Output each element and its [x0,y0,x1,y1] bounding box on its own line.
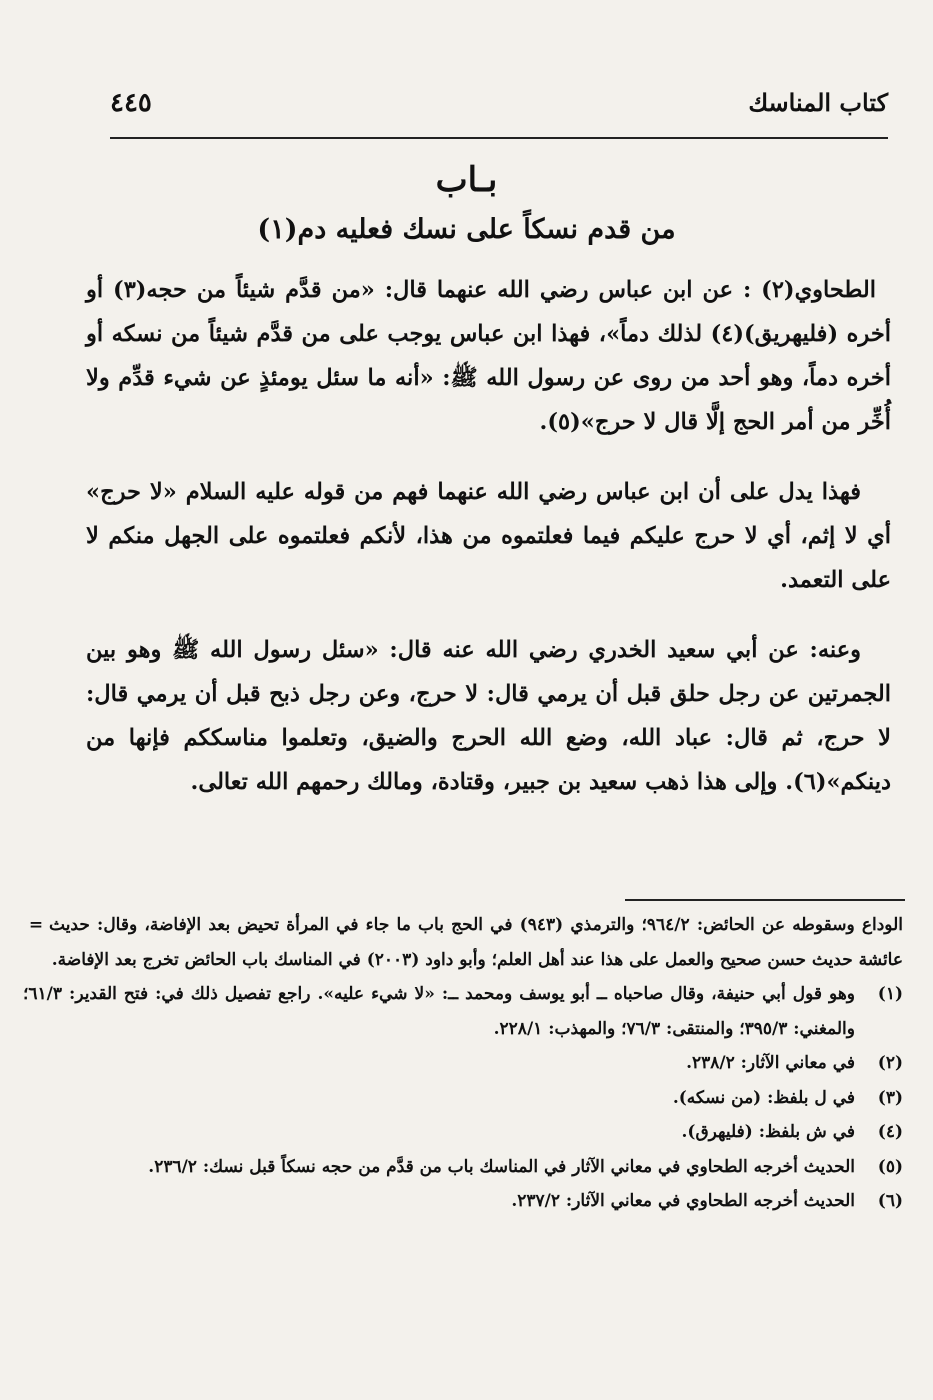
footnote-item [23,1184,903,1219]
main-text [86,268,891,830]
footnote-separator [625,899,905,901]
paragraph: الطحاوي(٢) : عن ابن عباس رضي الله عنهما قال: «من قدَّم شيئاً من حجه(٣) أو أخره (فليهريق)(٤) لذلك دماً»، فهذا ابن عباس يوجب على من قدَّم شيئاً من نسكه أو أخره دماً، وهو أحد من روى عن رسول الله ﷺ: «أنه ما سئل يومئذٍ عن شيء قدِّم ولا أُخِّر من أمر الحج إلَّا قال لا حرج»(٥). [86,277,891,435]
paragraph: وعنه: عن أبي سعيد الخدري رضي الله عنه قال: «سئل رسول الله ﷺ وهو بين الجمرتين عن رجل حلق قبل أن يرمي قال: لا حرج، وعن رجل ذبح قبل أن يرمي قال: لا حرج، ثم قال: عباد الله، وضع الله الحرج والضيق، وتعلموا مناسككم فإنها من دينكم»(٦). وإلى هذا ذهب سعيد بن جبير، وقتادة، ومالك رحمهم الله تعالى. [86,637,891,795]
footnote-text: في ل بلفظ: (من نسكه). [672,1087,855,1108]
footnote-item [23,1150,903,1185]
footnote-item [23,1115,903,1150]
footnote-text: الحديث أخرجه الطحاوي في معاني الآثار: ٢٣٧/٢. [511,1191,855,1211]
footnotes [23,908,903,1219]
continuation-marker: = [28,915,44,935]
footnote-number: (١) [877,984,903,1004]
footnote-item [23,1046,903,1081]
footnote-number: (٣) [877,1087,903,1108]
footnote-number: (٥) [877,1156,903,1177]
footnote-number: (٦) [877,1191,903,1211]
footnote-text: الحديث أخرجه الطحاوي في معاني الآثار في المناسك باب من قدَّم من حجه نسكاً قبل نسك: ٢٣٦/٢. [148,1156,855,1177]
footnote-continued [23,908,903,977]
chapter-title: من قدم نسكاً على نسك فعليه دم(١) [257,214,676,245]
page-number: ٤٤٥ [110,88,152,118]
footnote-number: (٢) [877,1053,903,1073]
footnote-text: وهو قول أبي حنيفة، وقال صاحباه ــ أبو يوسف ومحمد ــ: «لا شيء عليه». راجع تفصيل ذلك في: فتح القدير: ٦١/٣؛ والمغني: ٣٩٥/٣؛ والمنتقى: ٧٦/٣؛ والمهذب: ٢٢٨/١. [23,984,855,1039]
page-header [110,88,888,128]
footnote-continued-text: الوداع وسقوطه عن الحائض: ٩٦٤/٢؛ والترمذي (٩٤٣) في الحج باب ما جاء في المرأة تحيض بعد الإفاضة، وقال: حديث عائشة حديث حسن صحيح والعمل على هذا عند أهل العلم؛ وأبو داود (٢٠٠٣) في المناسك باب الحائض تخرج بعد الإفاضة. [49,915,903,970]
footnote-number: (٤) [877,1122,903,1142]
chapter-label: بـاب [435,160,498,200]
paragraph: فهذا يدل على أن ابن عباس رضي الله عنهما فهم من قوله عليه السلام «لا حرج» أي لا إثم، أي لا حرج عليكم فيما فعلتموه من هذا، لأنكم فعلتموه على الجهل منكم لا على التعمد. [86,479,891,593]
header-rule [110,137,888,139]
running-title: كتاب المناسك [748,88,888,117]
footnote-item [23,977,903,1046]
footnote-text: في معاني الآثار: ٢٣٨/٢. [686,1053,855,1073]
footnote-item [23,1081,903,1116]
footnote-text: في ش بلفظ: (فليهرق). [681,1122,855,1142]
